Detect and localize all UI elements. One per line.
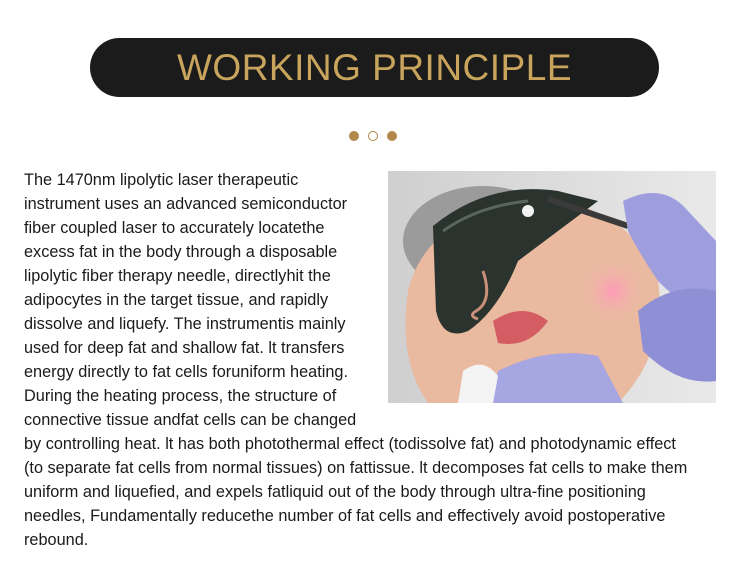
text-line: The 1470nm lipolytic laser therapeutic	[24, 171, 299, 189]
text-line: by controlling heat. lt has both photothermal effect (todissolve fat) and photodynamic effect	[24, 435, 676, 453]
text-line: lipolytic fiber therapy needle, directlyhit the	[24, 267, 331, 285]
description-text	[24, 168, 724, 552]
page-title: WORKING PRINCIPLE	[177, 46, 572, 88]
text-line: rebound.	[24, 531, 89, 549]
text-line: connective tissue andfat cells can be changed	[24, 411, 357, 429]
indicator-dot-1[interactable]	[349, 131, 359, 141]
title-banner	[90, 38, 659, 97]
text-line: dissolve and liquefy. The instrumentis mainly	[24, 315, 346, 333]
text-line: adipocytes in the target tissue, and rapidly	[24, 291, 329, 309]
text-line: instrument uses an advanced semiconductor	[24, 195, 348, 213]
indicator-dot-3[interactable]	[387, 131, 397, 141]
text-line: fiber coupled laser to accurately locatethe	[24, 219, 325, 237]
text-line: uniform and liquefied, and expels fatliquid out of the body through ultra-fine positioning	[24, 483, 646, 501]
text-line: needles, Fundamentally reducethe number of fat cells and effectively avoid postoperative	[24, 507, 666, 525]
text-line: During the heating process, the structure of	[24, 387, 337, 405]
text-line: (to separate fat cells from normal tissues) on fattissue. lt decomposes fat cells to make them	[24, 459, 688, 477]
carousel-indicators	[349, 131, 397, 141]
text-line: energy directly to fat cells foruniform heating.	[24, 363, 348, 381]
text-line: used for deep fat and shallow fat. lt transfers	[24, 339, 345, 357]
text-line: excess fat in the body through a disposable	[24, 243, 338, 261]
indicator-dot-2[interactable]	[368, 131, 378, 141]
